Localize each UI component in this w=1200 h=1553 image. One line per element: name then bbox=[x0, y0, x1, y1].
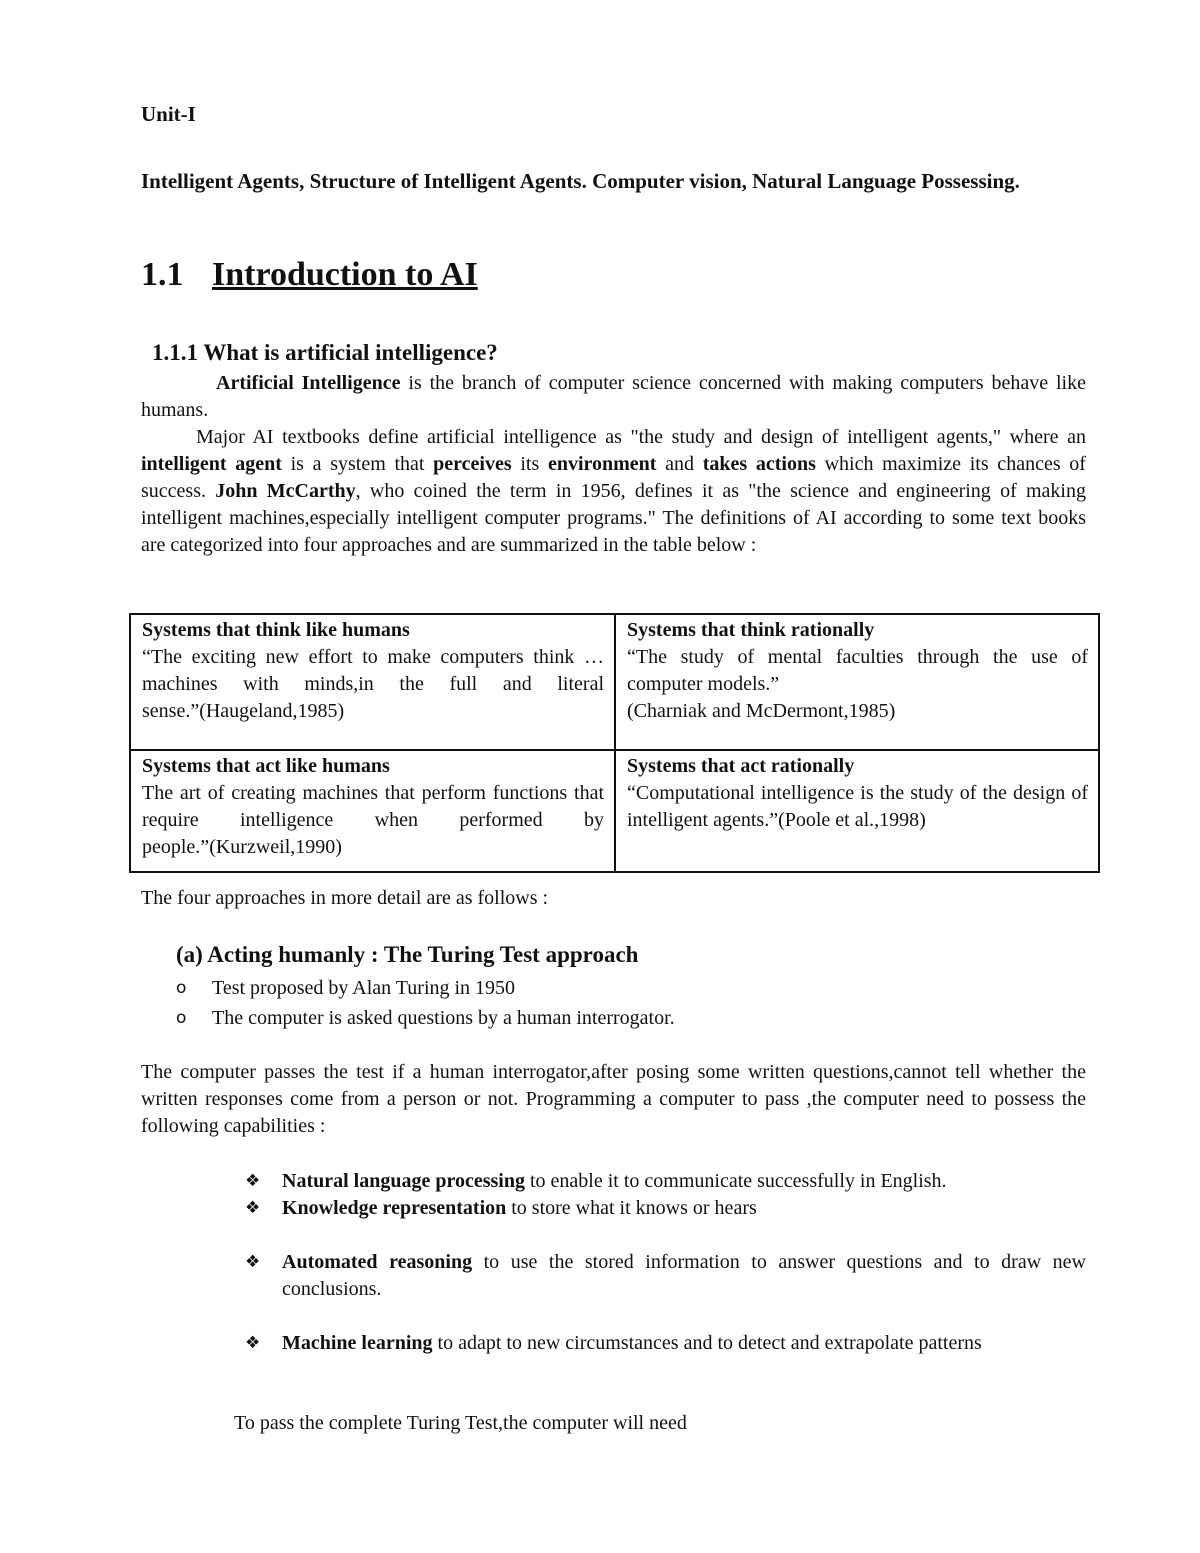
para2-text-3: its bbox=[511, 453, 548, 475]
cell-heading: Systems that act like humans bbox=[142, 755, 390, 777]
closing-line: To pass the complete Turing Test,the computer will need bbox=[234, 1412, 687, 1434]
para1-text: is the branch of computer science concerned with making computers behave like humans. bbox=[141, 372, 1086, 421]
capability-name: Machine learning bbox=[282, 1332, 433, 1354]
cell-body: “Computational intelligence is the study of the design of intelligent agents.”(Poole et al.,1998) bbox=[627, 782, 1088, 831]
capability-text: to use the stored information to answer questions and to draw new conclusions. bbox=[282, 1251, 1086, 1300]
list-item bbox=[176, 973, 675, 1003]
capability-item bbox=[245, 1195, 1086, 1222]
cell-heading: Systems that think rationally bbox=[627, 619, 875, 641]
list-item-text: The computer is asked questions by a human interrogator. bbox=[212, 1007, 675, 1029]
list-item bbox=[176, 1003, 675, 1033]
cell-body: “The exciting new effort to make computers think … machines with minds,in the full and literal sense.”(Haugeland,1985) bbox=[142, 646, 604, 722]
term-environment: environment bbox=[547, 453, 657, 475]
diamond-bullet-icon: ❖ bbox=[245, 1252, 261, 1272]
table-cell-think-rationally bbox=[615, 614, 1099, 750]
section-title: Introduction to AI bbox=[212, 256, 478, 293]
subsection-heading: 1.1.1 What is artificial intelligence? bbox=[152, 340, 498, 365]
unit-label: Unit-I bbox=[141, 102, 196, 126]
term-john-mccarthy: John McCarthy bbox=[215, 480, 356, 502]
capability-name: Knowledge representation bbox=[282, 1197, 507, 1219]
diamond-bullet-icon: ❖ bbox=[245, 1198, 261, 1218]
para2-text-1: Major AI textbooks define artificial intelligence as "the study and design of intelligent agents," where an bbox=[196, 426, 1086, 448]
table-row bbox=[130, 614, 1099, 750]
capability-name: Natural language processing bbox=[282, 1170, 525, 1192]
cell-heading: Systems that act rationally bbox=[627, 755, 855, 777]
term-takes-actions: takes actions bbox=[702, 453, 816, 475]
ai-approaches-table bbox=[129, 613, 1100, 873]
paragraph-textbook-definitions bbox=[141, 424, 1086, 559]
turing-test-heading: (a) Acting humanly : The Turing Test approach bbox=[176, 942, 639, 967]
capability-item bbox=[245, 1168, 1086, 1195]
para2-text-4: and bbox=[656, 453, 703, 475]
approaches-intro: The four approaches in more detail are as follows : bbox=[141, 887, 549, 909]
capability-text: to store what it knows or hears bbox=[506, 1197, 757, 1219]
diamond-bullet-icon: ❖ bbox=[245, 1333, 261, 1353]
table-cell-act-rationally bbox=[615, 750, 1099, 872]
para2-text-6: , who coined the term in 1956, defines it as "the science and engineering of making intelligent machines,especially intelligent computer programs." The definitions of AI according to some text books are categorized into four approaches and are summarized in the table below : bbox=[141, 480, 1086, 556]
term-intelligent-agent: intelligent agent bbox=[141, 453, 282, 475]
term-artificial-intelligence: Artificial Intelligence bbox=[216, 372, 401, 394]
paragraph-ai-definition bbox=[141, 370, 1086, 424]
paragraph-turing-pass: The computer passes the test if a human interrogator,after posing some written questions,cannot tell whether the written responses come from a person or not. Programming a computer to pass ,the computer need to possess the following capabilities : bbox=[141, 1061, 1086, 1137]
diamond-bullet-icon: ❖ bbox=[245, 1171, 261, 1191]
term-perceives: perceives bbox=[433, 453, 512, 475]
circle-bullet-icon: o bbox=[176, 1008, 187, 1028]
cell-body: The art of creating machines that perform functions that require intelligence when performed by people.”(Kurzweil,1990) bbox=[142, 782, 604, 858]
cell-citation: (Charniak and McDermont,1985) bbox=[627, 700, 896, 722]
turing-points-list bbox=[176, 973, 675, 1033]
capability-name: Automated reasoning bbox=[282, 1251, 473, 1273]
circle-bullet-icon: o bbox=[176, 978, 187, 998]
cell-body: “The study of mental faculties through the use of computer models.” bbox=[627, 646, 1088, 695]
section-heading bbox=[141, 256, 478, 294]
section-number: 1.1 bbox=[141, 256, 184, 293]
para2-text-2: is a system that bbox=[281, 453, 434, 475]
table-row bbox=[130, 750, 1099, 872]
list-item-text: Test proposed by Alan Turing in 1950 bbox=[212, 977, 516, 999]
capability-item bbox=[245, 1249, 1086, 1303]
capability-item bbox=[245, 1330, 1086, 1357]
unit-topics: Intelligent Agents, Structure of Intelligent Agents. Computer vision, Natural Language Possessing. bbox=[141, 169, 1020, 193]
cell-heading: Systems that think like humans bbox=[142, 619, 410, 641]
table-cell-act-humans bbox=[130, 750, 615, 872]
table-cell-think-humans bbox=[130, 614, 615, 750]
para2-text-5: which maximize its chances of success. bbox=[141, 453, 1086, 502]
capability-text: to adapt to new circumstances and to detect and extrapolate patterns bbox=[432, 1332, 982, 1354]
capability-text: to enable it to communicate successfully in English. bbox=[524, 1170, 947, 1192]
